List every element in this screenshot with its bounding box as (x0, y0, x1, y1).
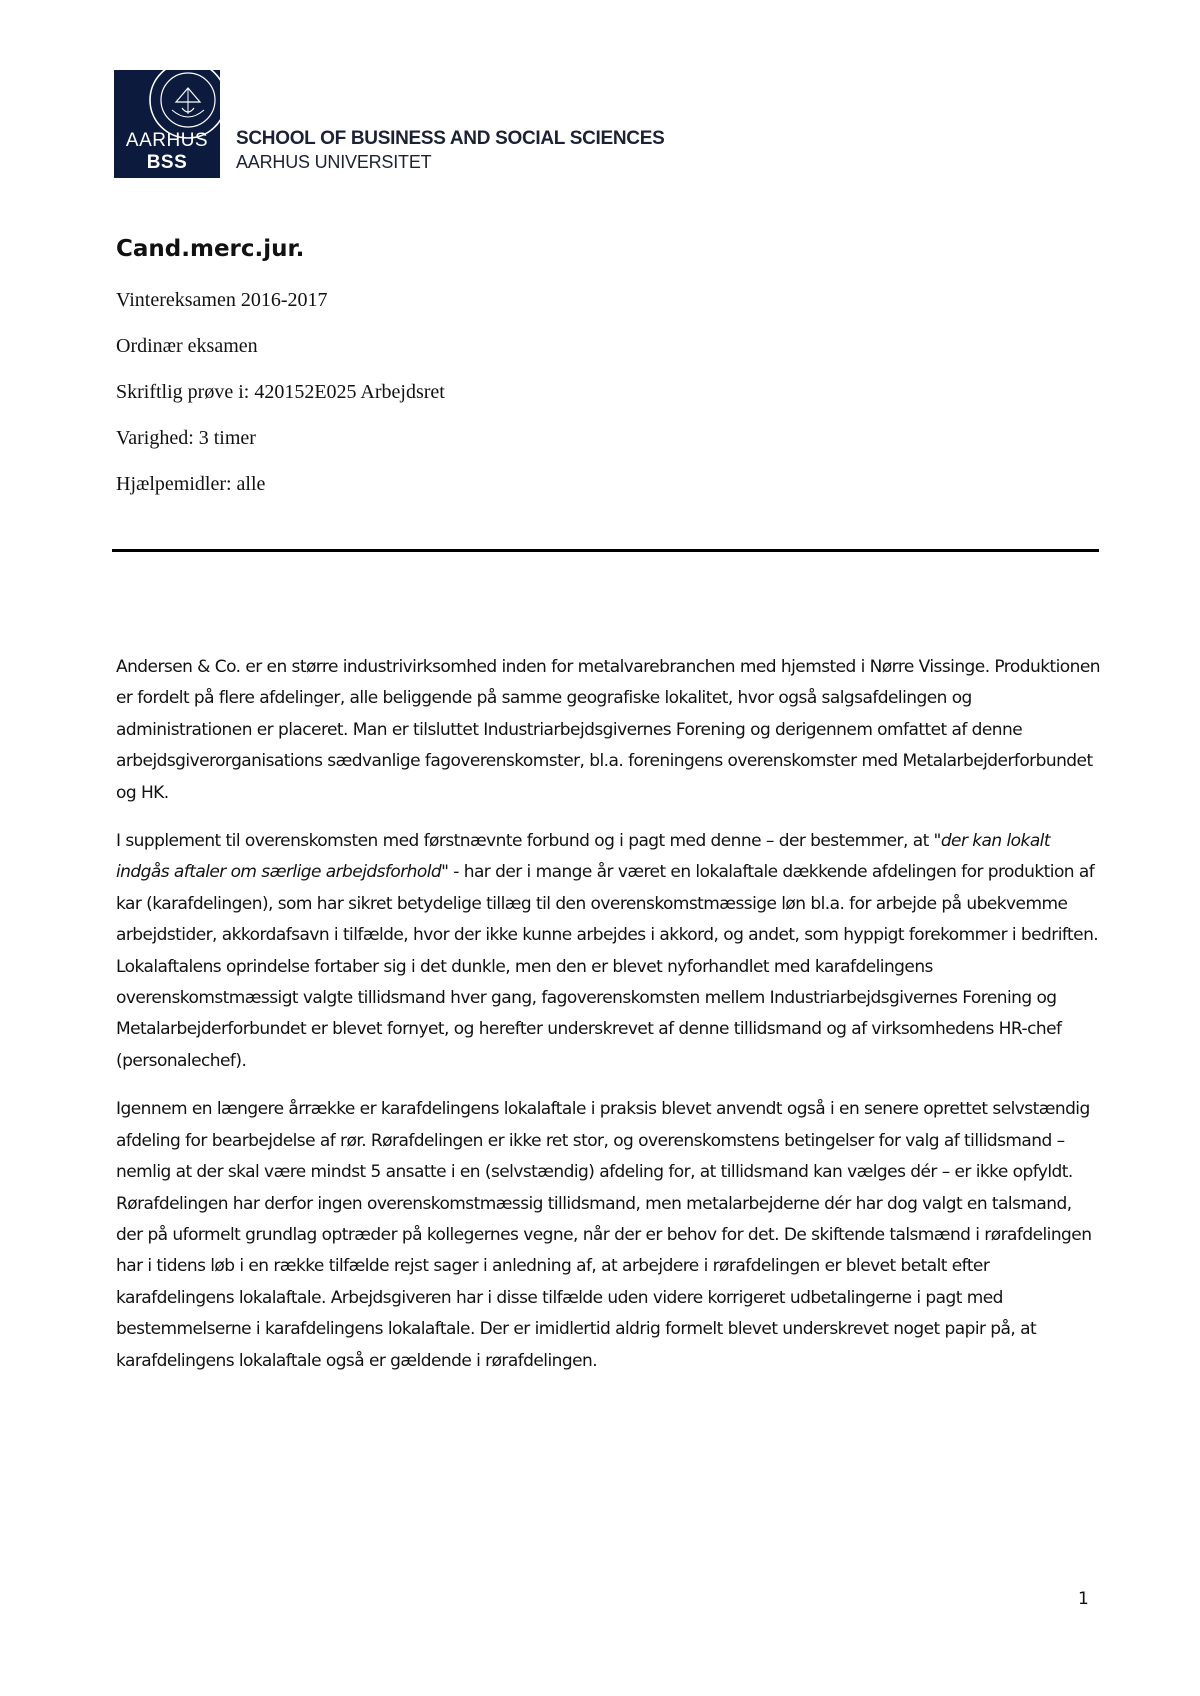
case-text (116, 652, 1100, 1394)
section-divider (112, 549, 1099, 552)
exam-subject: Skriftlig prøve i: 420152E025 Arbejdsret (116, 381, 445, 403)
case-paragraph-1: Andersen & Co. er en større industrivirksomhed inden for metalvarebranchen med hjemsted i Nørre Vissinge. Produktionen er fordelt på flere afdelinger, alle beliggende på samme geografiske lokalitet, hvor også salgsafdelingen og administrationen er placeret. Man er tilsluttet Industriarbejdsgivernes Forening og derigennem omfattet af denne arbejdsgiverorganisations sædvanlige fagoverenskomster, bl.a. foreningens overenskomster med Metalarbejderforbundet og HK. (116, 657, 1100, 803)
case-paragraph-2 (116, 826, 1100, 1077)
case-paragraph-3: Igennem en længere årrække er karafdelingens lokalaftale i praksis blevet anvendt også i en senere oprettet selvstændig afdeling for bearbejdelse af rør. Rørafdelingen er ikke ret stor, og overenskomstens betingelser for valg af tillidsmand – nemlig at der skal være mindst 5 ansatte i en (selvstændig) afdeling for, at tillidsmand kan vælges dér – er ikke opfyldt. Rørafdelingen har derfor ingen overenskomstmæssig tillidsmand, men metalarbejderne dér har dog valgt en talsmand, der på uformelt grundlag optræder på kollegernes vegne, når der er behov for det. De skiftende talsmænd i rørafdelingen har i tidens løb i en række tilfælde rejst sager i anledning af, at arbejdere i rørafdelingen er blevet betalt efter karafdelingens lokalaftale. Arbejdsgiveren har i disse tilfælde uden videre korrigeret udbetalingerne i pagt med bestemmelserne i karafdelingens lokalaftale. Der er imidlertid aldrig formelt blevet underskrevet noget papir på, at karafdelingens lokalaftale også er gældende i rørafdelingen. (116, 1099, 1092, 1371)
university-logo (114, 70, 220, 178)
exam-type: Ordinær eksamen (116, 335, 258, 357)
exam-duration: Varighed: 3 timer (116, 427, 256, 449)
logo-aarhus-text: AARHUS (125, 130, 209, 151)
paragraph-2-rest: - har der i mange år været en lokalaftale dækkende afdelingen for produktion af kar (karafdelingen), som har sikret betydelige tillæg til den overenskomstmæssige løn bl.a. for arbejde på ubekvemme arbejdstider, akkordafsavn i tilfælde, hvor der ikke kunne arbejdes i akkord, og andet, som hyppigt forekommer i bedriften. Lokalaftalens oprindelse fortaber sig i det dunkle, men den er blevet nyforhandlet med karafdelingens overenskomstmæssigt valgte tillidsmand hver gang, fagoverenskomsten mellem Industriarbejdsgivernes Forening og Metalarbejderforbundet er blevet fornyet, og herefter underskrevet af denne tillidsmand og af virksomhedens HR-chef (personalechef). (116, 862, 1099, 1071)
exam-aids: Hjælpemidler: alle (116, 473, 266, 495)
paragraph-2-quote: "der kan lokalt indgås aftaler om særlige arbejdsforhold" (116, 831, 1050, 883)
exam-season: Vintereksamen 2016-2017 (116, 289, 328, 311)
university-name: AARHUS UNIVERSITET (236, 152, 432, 172)
page-number: 1 (1078, 1589, 1089, 1609)
school-name: SCHOOL OF BUSINESS AND SOCIAL SCIENCES (236, 128, 665, 149)
logo-bss-text: BSS (146, 152, 188, 173)
paragraph-2-intro: I supplement til overenskomsten med førstnævnte forbund og i pagt med denne – der bestemmer, at (116, 831, 934, 852)
program-title: Cand.merc.jur. (116, 236, 305, 262)
